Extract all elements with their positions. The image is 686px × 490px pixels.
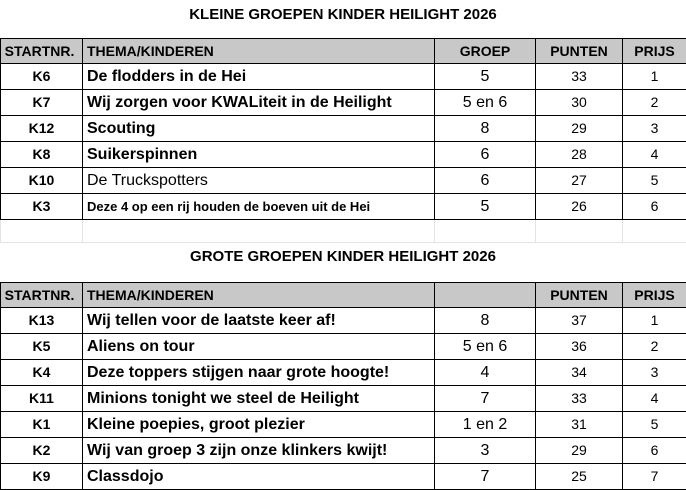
cell-startnr[interactable]: K9 bbox=[1, 464, 83, 490]
cell-group[interactable]: 8 bbox=[435, 116, 536, 142]
cell-group[interactable]: 1 en 2 bbox=[435, 412, 536, 438]
cell-prize[interactable]: 4 bbox=[623, 142, 686, 168]
header-startnr[interactable]: STARTNR. bbox=[1, 39, 83, 64]
cell-group[interactable]: 5 bbox=[435, 64, 536, 90]
table-row bbox=[1, 360, 686, 386]
table-row bbox=[1, 194, 686, 220]
cell-points[interactable]: 33 bbox=[536, 64, 623, 90]
cell-startnr[interactable]: K6 bbox=[1, 64, 83, 90]
cell-startnr[interactable]: K8 bbox=[1, 142, 83, 168]
cell-theme[interactable]: Classdojo bbox=[83, 464, 435, 490]
header-group[interactable]: GROEP bbox=[435, 39, 536, 64]
cell-prize[interactable]: 2 bbox=[623, 334, 686, 360]
header-points[interactable]: PUNTEN bbox=[536, 283, 623, 308]
empty-cell[interactable] bbox=[623, 220, 686, 243]
cell-startnr[interactable]: K3 bbox=[1, 194, 83, 220]
cell-points[interactable]: 27 bbox=[536, 168, 623, 194]
cell-theme[interactable]: Wij van groep 3 zijn onze klinkers kwijt! bbox=[83, 438, 435, 464]
header-prize[interactable]: PRIJS bbox=[623, 283, 686, 308]
cell-group[interactable]: 3 bbox=[435, 438, 536, 464]
table-row bbox=[1, 386, 686, 412]
cell-theme[interactable]: De Truckspotters bbox=[83, 168, 435, 194]
empty-cell[interactable] bbox=[435, 220, 536, 243]
cell-prize[interactable]: 1 bbox=[623, 64, 686, 90]
cell-group[interactable]: 5 bbox=[435, 194, 536, 220]
cell-group[interactable]: 5 en 6 bbox=[435, 90, 536, 116]
cell-points[interactable]: 25 bbox=[536, 464, 623, 490]
cell-startnr[interactable]: K1 bbox=[1, 412, 83, 438]
header-startnr[interactable]: STARTNR. bbox=[1, 283, 83, 308]
header-group[interactable] bbox=[435, 283, 536, 308]
cell-prize[interactable]: 7 bbox=[623, 464, 686, 490]
cell-startnr[interactable]: K10 bbox=[1, 168, 83, 194]
cell-points[interactable]: 34 bbox=[536, 360, 623, 386]
large-groups-title: GROTE GROEPEN KINDER HEILIGHT 2026 bbox=[0, 246, 686, 268]
table-row bbox=[1, 412, 686, 438]
cell-group[interactable]: 7 bbox=[435, 386, 536, 412]
cell-startnr[interactable]: K7 bbox=[1, 90, 83, 116]
cell-startnr[interactable]: K13 bbox=[1, 308, 83, 334]
cell-prize[interactable]: 5 bbox=[623, 412, 686, 438]
cell-theme[interactable]: Minions tonight we steel de Heilight bbox=[83, 386, 435, 412]
cell-prize[interactable]: 5 bbox=[623, 168, 686, 194]
cell-points[interactable]: 36 bbox=[536, 334, 623, 360]
table-header-row bbox=[1, 283, 686, 308]
header-theme[interactable]: THEMA/KINDEREN bbox=[83, 283, 435, 308]
cell-points[interactable]: 29 bbox=[536, 438, 623, 464]
cell-theme[interactable]: Suikerspinnen bbox=[83, 142, 435, 168]
cell-points[interactable]: 30 bbox=[536, 90, 623, 116]
cell-startnr[interactable]: K5 bbox=[1, 334, 83, 360]
cell-prize[interactable]: 1 bbox=[623, 308, 686, 334]
table-row bbox=[1, 334, 686, 360]
cell-points[interactable]: 29 bbox=[536, 116, 623, 142]
large-groups-table bbox=[0, 282, 686, 490]
table-row bbox=[1, 168, 686, 194]
small-groups-table bbox=[0, 38, 686, 243]
cell-theme[interactable]: Wij zorgen voor KWALiteit in de Heilight bbox=[83, 90, 435, 116]
cell-startnr[interactable]: K2 bbox=[1, 438, 83, 464]
cell-theme[interactable]: Aliens on tour bbox=[83, 334, 435, 360]
cell-theme[interactable]: De flodders in de Hei bbox=[83, 64, 435, 90]
cell-theme[interactable]: Scouting bbox=[83, 116, 435, 142]
cell-theme[interactable]: Deze toppers stijgen naar grote hoogte! bbox=[83, 360, 435, 386]
table-header-row bbox=[1, 39, 686, 64]
table-row bbox=[1, 64, 686, 90]
cell-prize[interactable]: 3 bbox=[623, 360, 686, 386]
table-row bbox=[1, 90, 686, 116]
cell-group[interactable]: 6 bbox=[435, 168, 536, 194]
header-points[interactable]: PUNTEN bbox=[536, 39, 623, 64]
empty-cell[interactable] bbox=[536, 220, 623, 243]
cell-prize[interactable]: 3 bbox=[623, 116, 686, 142]
cell-points[interactable]: 37 bbox=[536, 308, 623, 334]
cell-theme[interactable]: Wij tellen voor de laatste keer af! bbox=[83, 308, 435, 334]
cell-group[interactable]: 6 bbox=[435, 142, 536, 168]
cell-points[interactable]: 33 bbox=[536, 386, 623, 412]
cell-group[interactable]: 8 bbox=[435, 308, 536, 334]
small-groups-title: KLEINE GROEPEN KINDER HEILIGHT 2026 bbox=[0, 4, 686, 26]
header-prize[interactable]: PRIJS bbox=[623, 39, 686, 64]
cell-startnr[interactable]: K12 bbox=[1, 116, 83, 142]
cell-theme[interactable]: Deze 4 op een rij houden de boeven uit de Hei bbox=[83, 194, 435, 220]
header-theme[interactable]: THEMA/KINDEREN bbox=[83, 39, 435, 64]
table-row bbox=[1, 438, 686, 464]
cell-prize[interactable]: 2 bbox=[623, 90, 686, 116]
cell-group[interactable]: 5 en 6 bbox=[435, 334, 536, 360]
empty-cell[interactable] bbox=[1, 220, 83, 243]
cell-points[interactable]: 28 bbox=[536, 142, 623, 168]
cell-group[interactable]: 4 bbox=[435, 360, 536, 386]
cell-prize[interactable]: 6 bbox=[623, 438, 686, 464]
table-row bbox=[1, 142, 686, 168]
table-row bbox=[1, 116, 686, 142]
cell-prize[interactable]: 6 bbox=[623, 194, 686, 220]
cell-points[interactable]: 26 bbox=[536, 194, 623, 220]
empty-cell[interactable] bbox=[83, 220, 435, 243]
cell-group[interactable]: 7 bbox=[435, 464, 536, 490]
cell-startnr[interactable]: K4 bbox=[1, 360, 83, 386]
cell-prize[interactable]: 4 bbox=[623, 386, 686, 412]
cell-theme[interactable]: Kleine poepies, groot plezier bbox=[83, 412, 435, 438]
cell-points[interactable]: 31 bbox=[536, 412, 623, 438]
table-row bbox=[1, 308, 686, 334]
empty-row bbox=[1, 220, 686, 243]
cell-startnr[interactable]: K11 bbox=[1, 386, 83, 412]
